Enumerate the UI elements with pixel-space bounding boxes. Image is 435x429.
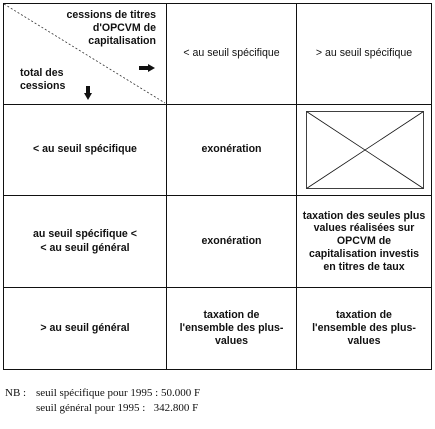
cell-row1-col1: exonération bbox=[201, 143, 262, 156]
table-border-bottom bbox=[3, 369, 432, 370]
cell-row3-col1: taxation de l'ensemble des plus- values bbox=[179, 308, 284, 348]
cell-row2-col2: taxation des seules plus values réalisées sur OPCVM de capitalisation investis en titres de taux bbox=[302, 209, 426, 273]
not-applicable-cross bbox=[306, 111, 424, 189]
cell-row3-col2: taxation de l'ensemble des plus- values bbox=[312, 308, 416, 348]
table-border-right bbox=[431, 3, 432, 370]
column-header-above-specific: > au seuil spécifique bbox=[315, 47, 413, 60]
arrow-down-icon bbox=[84, 86, 92, 100]
row-header-between-thresholds: au seuil spécifique < < au seuil général bbox=[33, 228, 137, 254]
row-header-above-general: > au seuil général bbox=[40, 321, 130, 334]
note-prefix: NB : bbox=[5, 387, 27, 399]
column-header-below-specific: < au seuil spécifique bbox=[183, 47, 280, 60]
cell-row2-col1: exonération bbox=[201, 234, 262, 247]
corner-column-header: cessions de titres d'OPCVM de capitalisation bbox=[66, 9, 156, 48]
note-general-threshold: seuil général pour 1995 : 342.800 F bbox=[36, 402, 199, 414]
note-specific-threshold: seuil spécifique pour 1995 : 50.000 F bbox=[36, 387, 201, 399]
corner-row-header: total des cessions bbox=[20, 67, 66, 93]
arrow-right-icon bbox=[139, 64, 155, 72]
row-header-below-specific: < au seuil spécifique bbox=[33, 143, 137, 156]
